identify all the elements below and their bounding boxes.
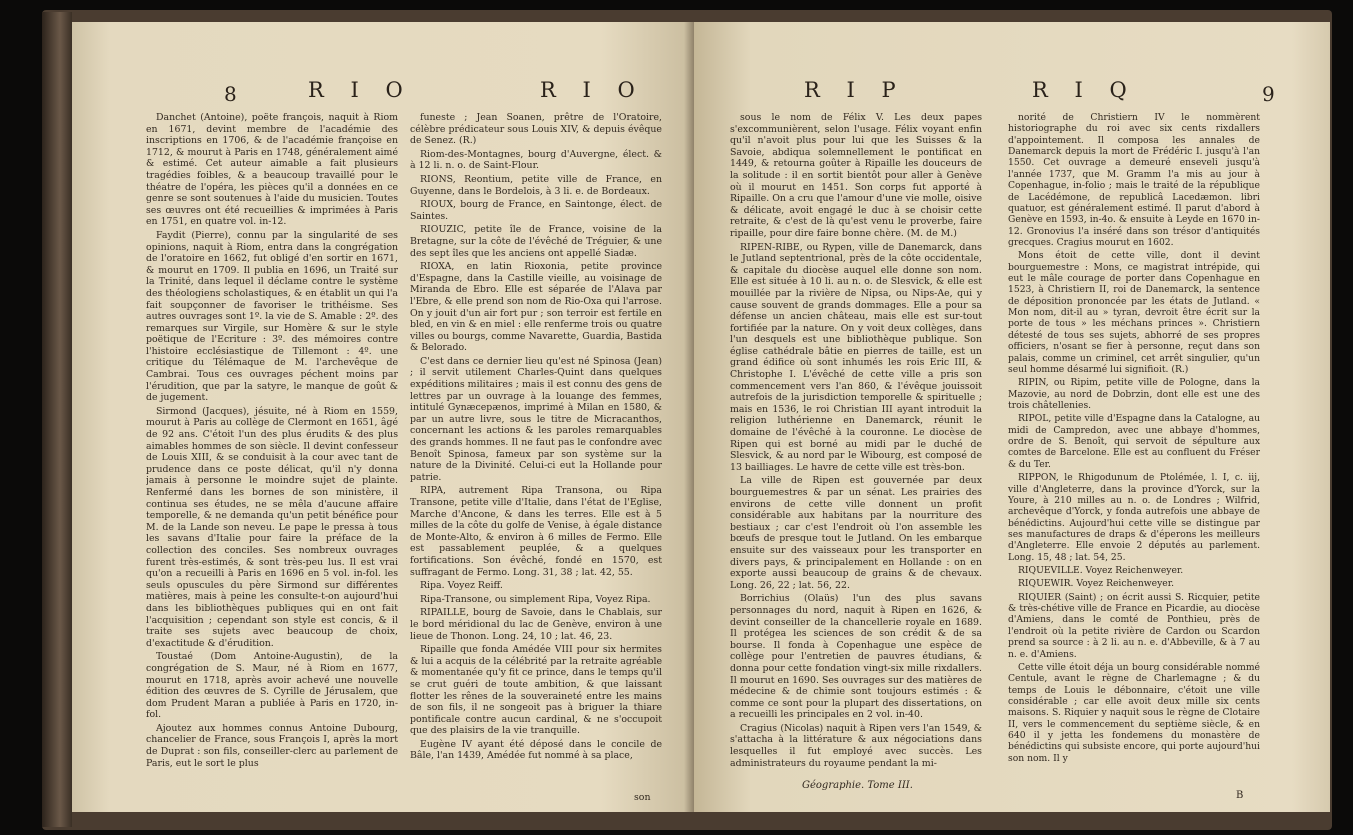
article-paragraph: RIPOL, petite ville d'Espagne dans la Catalogne, au midi de Campredon, avec une abbaye d'hommes, ordre de S. Benoît, qui servoit de sépulture aux comtes de Barcelone. Elle est au confluent du Fréser & du Ter. <box>1008 413 1260 470</box>
left-column-1 <box>146 112 398 771</box>
right-page <box>694 22 1330 812</box>
article-paragraph: norité de Christiern IV le nommèrent historiographe du roi avec six cents rixdallers d'appointement. Il composa les annales de Danemarck depuis la mort de Frédéric I. jusqu'à l'an 1550. Cet ouvrage a demeuré enseveli jusqu'à l'année 1737, que M. Gramm l'a mis au jour à Copenhague, in-folio ; mais le traité de la république de Lacédémone, de republicâ Lacedæmon. libri quatuor, est généralement estimé. Il parut d'abord à Genève en 1593, in-4o. & ensuite à Leyde en 1670 in-12. Gronovius l'a inséré dans son trésor d'antiquités grecques. Cragius mourut en 1602. <box>1008 112 1260 248</box>
right-column-2 <box>1008 112 1260 766</box>
article-paragraph: Ripa. Voyez Reiff. <box>420 580 503 592</box>
article-paragraph: Sirmond (Jacques), jésuite, né à Riom en 1559, mourut à Paris au collège de Clermont en 1651, âgé de 92 ans. C'étoit l'un des plus érudits & des plus aimables hommes de son siècle. Il devint confesseur de Louis XIII, & se conduisit à la cour avec tant de prudence dans ce poste délicat, qu'il n'y donna jamais à personne le moindre sujet de plainte. Renfermé dans les bornes de son ministère, il continua ses études, ne se mêla d'aucune affaire temporelle, & ne demanda qu'un petit bénéfice pour M. de la Lande son neveu. Le pape le pressa à tous les savans d'Italie pour faire la préface de la collection des conciles. Ses nombreux ouvrages furent très-estimés, & sont très-peu lus. Il est vrai qu'on a recueilli à Paris en 1696 en 5 vol. in-fol. les seuls opuscules du père Sirmond sur différentes matières, mais à peine les consulte-t-on aujourd'hui dans les bibliothèques publiques qui en ont fait l'acquisition ; cependant son style est concis, & il traite ses sujets avec beaucoup de choix, d'exactitude & d'érudition. <box>146 405 398 649</box>
left-column-2 <box>410 112 662 764</box>
article-paragraph: RIPAILLE, bourg de Savoie, dans le Chablais, sur le bord méridional du lac de Genève, environ à une lieue de Thonon. Long. 24, 10 ; lat. 46, 23. <box>410 607 662 642</box>
article-paragraph: Eugène IV ayant été déposé dans le concile de Bâle, l'an 1439, Amédée fut nommé à sa place, <box>410 738 662 762</box>
article-paragraph: RIOUZIC, petite île de France, voisine de la Bretagne, sur la côte de l'évêché de Tréguier, & une des sept îles que les anciens ont appellé Siadæ. <box>410 224 662 259</box>
article-paragraph: Ripaille que fonda Amédée VIII pour six hermites & lui a acquis de la célébrité par la retraite agréable & momentanée qu'y fit ce prince, dans le temps qu'il se crut guéri de toute ambition, & que laissant flotter les rênes de la souveraineté entre les mains de son fils, il ne songeoit pas à briguer la thiare pontificale contre aucun cardinal, & ne s'occupoit que des plaisirs de la vie tranquille. <box>410 644 662 737</box>
article-paragraph: RIPIN, ou Ripim, petite ville de Pologne, dans la Mazovie, au nord de Dobrzin, dont elle est une des trois châtellenies. <box>1008 377 1260 411</box>
article-paragraph: Danchet (Antoine), poëte françois, naquit à Riom en 1671, devint membre de l'académie des inscriptions en 1706, & de l'académie françoise en 1712, & mourut à Paris en 1748, généralement aimé & estimé. Cet auteur aimable a fait plusieurs tragédies foibles, & a beaucoup travaillé pour le théatre de l'opéra, les pièces qu'il a données en ce genre se sont soutenues à l'aide du musicien. Toutes ses œuvres ont été recueillies & imprimées à Paris en 1751, en quatre vol. in-12. <box>146 112 398 228</box>
right-column-1 <box>730 112 982 771</box>
article-paragraph: Toustaé (Dom Antoine-Augustin), de la congrégation de S. Maur, né à Riom en 1677, mourut en 1718, après avoir achevé une nouvelle édition des œuvres de S. Cyrille de Jérusalem, que dom Prudent Maran a publiée à Paris en 1720, in-fol. <box>146 651 398 721</box>
right-running-head-right: R I Q <box>1032 78 1137 102</box>
left-page <box>72 22 694 812</box>
left-running-head: R I O <box>308 78 413 102</box>
article-paragraph: Ajoutez aux hommes connus Antoine Dubourg, chancelier de France, sous François I, après la mort de Duprat : son fils, conseiller-clerc au parlement de Paris, eut le sort le plus <box>146 722 398 769</box>
page-footer: Géographie. Tome III. <box>802 780 913 791</box>
article-paragraph: Riom-des-Montagnes, bourg d'Auvergne, élect. & à 12 li. n. o. de Saint-Flour. <box>410 148 662 172</box>
right-running-head-left: R I P <box>804 78 906 102</box>
article-paragraph: Borrichius (Olaüs) l'un des plus savans personnages du nord, naquit à Ripen en 1626, & devint conseiller de la chancellerie royale en 1689. Il protégea les sciences de son crédit & de sa bourse. Il fonda à Copenhague une espèce de collège pour l'entretien de pauvres étudians, & donna pour cette fondation vingt-six mille rixdallers. Il mourut en 1690. Ses ouvrages sur des matières de médecine & de chimie sont toujours estimés : & comme ce sont pour la plupart des dissertations, on a recueilli les principales en 2 vol. in-40. <box>730 593 982 721</box>
left-page-number: 8 <box>224 82 237 106</box>
left-running-head-2: R I O <box>540 78 645 102</box>
article-paragraph: Mons étoit de cette ville, dont il devint bourguemestre : Mons, ce magistrat intrépide, qui eut le mâle courage de porter dans Copenhague en 1523, à Christiern II, roi de Danemarck, la sentence de déposition prononcée par les états de Jutland. « Mon nom, dit-il au » tyran, devroit être écrit sur la porte de tous » les méchans princes ». Christiern détesté de tous ses sujets, abhorré de ses propres officiers, n'osant se fier à personne, reçut dans son palais, comme un criminel, cet arrêt singulier, qu'un seul homme désarmé lui signifioit. (R.) <box>1008 250 1260 375</box>
article-paragraph: RIPPON, le Rhigodunum de Ptolémée, l. I, c. iij, ville d'Angleterre, dans la province d'Yorck, sur la Youre, à 210 milles au n. o. de Londres ; Wilfrid, archevêque d'Yorck, y fonda autrefois une abbaye de bénédictins. Aujourd'hui cette ville se distingue par ses manufactures de draps & d'éperons les meilleurs d'Angleterre. Elle envoie 2 députés au parlement. Long. 15, 48 ; lat. 54, 25. <box>1008 472 1260 563</box>
article-paragraph: RIPA, autrement Ripa Transona, ou Ripa Transone, petite ville d'Italie, dans l'état de l'Eglise, Marche d'Ancone, & dans les terres. Elle est à 5 milles de la côte du golfe de Venise, à égale distance de Monte-Alto, & environ à 6 milles de Fermo. Elle est passablement peuplée, & a quelques fortifications. Son évêché, fondé en 1570, est suffragant de Fermo. Long. 31, 38 ; lat. 42, 55. <box>410 485 662 578</box>
article-paragraph: RIOXA, en latin Rioxonia, petite province d'Espagne, dans la Castille vieille, au voisinage de Miranda de Ebro. Elle est séparée de l'Alava par l'Ebre, & elle prend son nom de Rio-Oxa qui l'arrose. On y jouit d'un air fort pur ; son terroir est fertile en bled, en vin & en miel : elle renferme trois ou quatre villes ou bourgs, comme Navarette, Guardia, Bastida & Belorado. <box>410 261 662 354</box>
article-paragraph: RIPEN-RIBE, ou Rypen, ville de Danemarck, dans le Jutland septentrional, près de la côte occidentale, & capitale du diocèse auquel elle donne son nom. Elle est située à 10 li. au n. o. de Slesvick, & elle est mouillée par la rivière de Nipsa, ou Nips-Ae, qui y cause souvent de grands dommages. Elle a pour sa défense un ancien château, mais elle est sur-tout fortifiée par la nature. On y voit deux collèges, dans l'un desquels est une bibliothèque publique. Son église cathédrale bâtie en pierres de taille, est un grand édifice où sont inhumés les rois Eric III, & Christophe I. L'évêché de cette ville a pris son commencement vers l'an 860, & l'évêque jouissoit autrefois de la jurisdiction temporelle & spirituelle ; mais en 1536, le roi Christian III ayant introduit la religion luthérienne en Danemarck, réunit le domaine de l'évêché à la couronne. Le diocèse de Ripen qui est borné au midi par le duché de Slesvick, & au nord par le Wibourg, est composé de 13 bailliages. Le havre de cette ville est très-bon. <box>730 241 982 473</box>
article-paragraph: Faydit (Pierre), connu par la singularité de ses opinions, naquit à Riom, entra dans la congrégation de l'oratoire en 1662, fut obligé d'en sortir en 1671, & mourut en 1709. Il publia en 1696, un Traité sur la Trinité, dans lequel il déclame contre le système des théologiens scholastiques, & en établit un qui l'a fait soupçonner de favoriser le trithéisme. Ses autres ouvrages sont 1º. la vie de S. Amable : 2º. des remarques sur Virgile, sur Homère & sur le style poëtique de l'Ecriture : 3º. des mémoires contre l'histoire ecclésiastique de Tillemont : 4º. une critique du Télémaque de M. l'archevêque de Cambrai. Tous ces ouvrages péchent moins par l'érudition, que par la satyre, le manque de goût & de jugement. <box>146 229 398 404</box>
article-paragraph: Cragius (Nicolas) naquit à Ripen vers l'an 1549, & s'attacha à la littérature & aux négociations dans lesquelles il fut employé avec succès. Les administrateurs du royaume pendant la mi- <box>730 722 982 769</box>
article-paragraph: Ripa-Transone, ou simplement Ripa, Voyez Ripa. <box>420 593 651 605</box>
article-paragraph: Cette ville étoit déja un bourg considérable nommé Centule, avant le règne de Charlemagne ; & du temps de Louis le débonnaire, c'étoit une ville considérable ; car elle avoit deux mille six cents maisons. S. Riquier y naquit sous le règne de Clotaire II, vers le commencement du septième siècle, & en 640 il y jetta les fondemens du monastère de bénédictins qui subsiste encore, qui porte aujourd'hui son nom. Il y <box>1008 661 1260 764</box>
article-paragraph: sous le nom de Félix V. Les deux papes s'excommunièrent, selon l'usage. Félix voyant enfin qu'il n'avoit plus pour lui que les Suisses & la Savoie, abdiqua solemnellement le pontificat en 1449, & retourna goûter à Ripaille les douceurs de la solitude : il en sortit bientôt pour aller à Genève où il mourut en 1451. Son corps fut apporté à Ripaille. On a cru que l'amour d'une vie molle, oisive & délicate, avoit engagé le duc à se choisir cette retraite, & c'est de là qu'est venu le proverbe, faire ripaille, pour dire faire bonne chère. (M. de M.) <box>730 112 982 239</box>
article-paragraph: funeste ; Jean Soanen, prêtre de l'Oratoire, célèbre prédicateur sous Louis XIV, & depuis évêque de Senez. (R.) <box>410 112 662 147</box>
right-page-number: 9 <box>1262 82 1275 106</box>
article-paragraph: La ville de Ripen est gouvernée par deux bourguemestres & par un sénat. Les prairies des environs de cette ville donnent un profit considérable aux habitans par la nourriture des bestiaux ; car c'est l'endroit où l'on assemble les bœufs de presque tout le Jutland. On les embarque ensuite sur des vaisseaux pour les transporter en divers pays, & principalement en Hollande : on en exporte aussi beaucoup de grains & de chevaux. Long. 26, 22 ; lat. 56, 22. <box>730 475 982 591</box>
article-paragraph: RIQUEVILLE. Voyez Reichenweyer. <box>1018 565 1184 577</box>
article-paragraph: RIONS, Reontium, petite ville de France, en Guyenne, dans le Bordelois, à 3 li. e. de Bordeaux. <box>410 173 662 197</box>
left-catchword: son <box>634 792 651 803</box>
article-paragraph: RIQUIER (Saint) ; on écrit aussi S. Ricquier, petite & très-chétive ville de France en Picardie, au diocèse d'Amiens, dans le comté de Ponthieu, près de l'endroit où la petite rivière de Cardon ou Scardon prend sa source : à 2 li. au n. e. d'Abbeville, & à 7 au n. e. d'Amiens. <box>1008 591 1260 660</box>
article-paragraph: C'est dans ce dernier lieu qu'est né Spinosa (Jean) ; il servit utilement Charles-Quint dans quelques expéditions militaires ; mais il est connu des gens de lettres par un ouvrage à la louange des femmes, intitulé Gynæcepænos, imprimé à Milan en 1580, & par un autre livre, sous le titre de Micracanthos, concernant les actions & les paroles remarquables des grands hommes. Il ne faut pas le confondre avec Benoît Spinosa, fameux par son système sur la nature de la Divinité. Celui-ci eut la Hollande pour patrie. <box>410 355 662 483</box>
signature-mark: B <box>1236 790 1244 801</box>
article-paragraph: RIQUEWIR. Voyez Reichenweyer. <box>1018 578 1175 590</box>
book-spine-edge <box>42 12 72 827</box>
article-paragraph: RIOUX, bourg de France, en Saintonge, élect. de Saintes. <box>410 199 662 222</box>
